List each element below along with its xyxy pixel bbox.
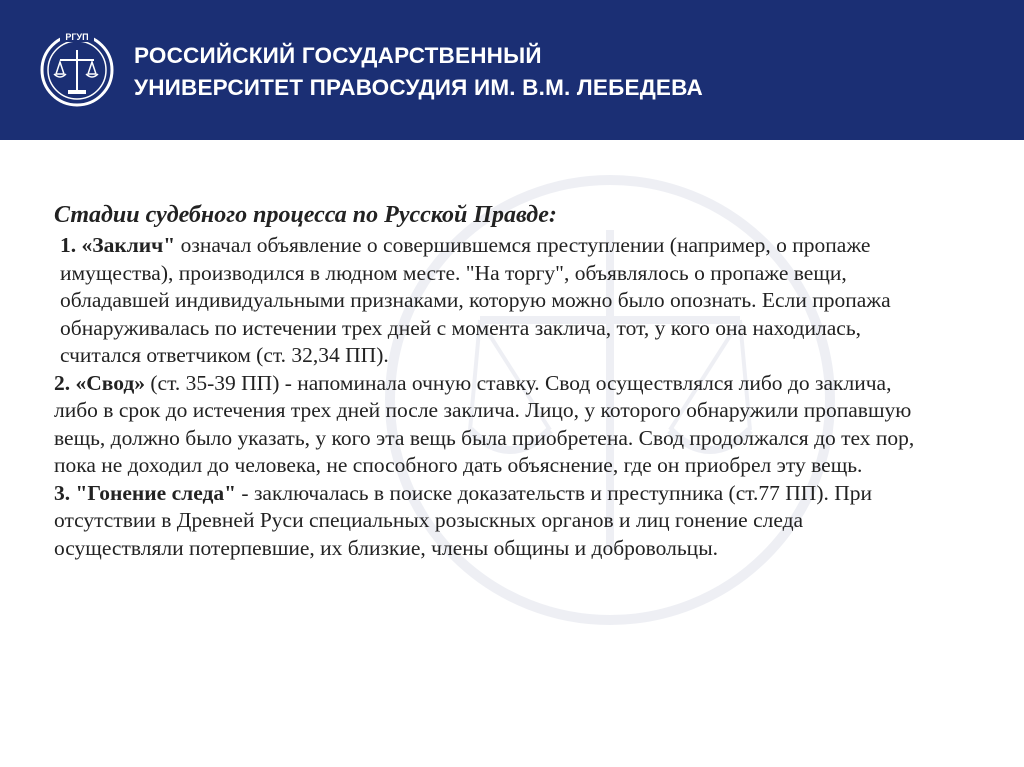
stage-item-2 xyxy=(54,370,934,480)
header-banner xyxy=(0,0,1024,140)
main-content xyxy=(54,200,934,562)
university-name-line1: РОССИЙСКИЙ ГОСУДАРСТВЕННЫЙ xyxy=(134,43,542,68)
university-name-line2: УНИВЕРСИТЕТ ПРАВОСУДИЯ ИМ. В.М. ЛЕБЕДЕВА xyxy=(134,75,703,100)
stage-text-3: - заключалась в поиске доказательств и преступника (ст.77 ПП). При отсутствии в Древней Руси специальных розыскных органов и лиц гонение следа осуществляли потерпевшие, их близкие, члены общины и добровольцы. xyxy=(54,480,873,560)
stage-text-2: (ст. 35-39 ПП) - напоминала очную ставку. Свод осуществлялся либо до заклича, либо в срок до истечения трех дней после заклича. Лицо, у которого обнаружили пропавшую вещь, должно было указать, у кого эта вещь была приобретена. Свод продолжался до тех пор, пока не доходил до человека, не способного дать объяснение, где он приобрел эту вещь. xyxy=(54,370,915,477)
stage-item-1 xyxy=(54,232,934,370)
stage-term-2: 2. «Свод» xyxy=(54,370,145,395)
university-logo xyxy=(38,28,116,110)
stage-text-1: означал объявление о совершившемся преступлении (например, о пропаже имущества), производился в людном месте. "На торгу", объявлялось о пропаже вещи, обладавшей индивидуальными признаками, которую можно было опознать. Если пропажа обнаруживалась по истечении трех дней с момента заклича, тот, у кого она находилась, считался ответчиком (ст. 32,34 ПП). xyxy=(60,233,891,367)
stage-term-1: 1. «Заклич" xyxy=(60,233,176,257)
page-title: Стадии судебного процесса по Русской Правде: xyxy=(54,202,557,228)
logo-text: РГУП xyxy=(65,32,89,42)
stage-item-3 xyxy=(54,480,934,563)
stage-term-3: 3. "Гонение следа" xyxy=(54,480,237,505)
university-name xyxy=(134,40,703,104)
